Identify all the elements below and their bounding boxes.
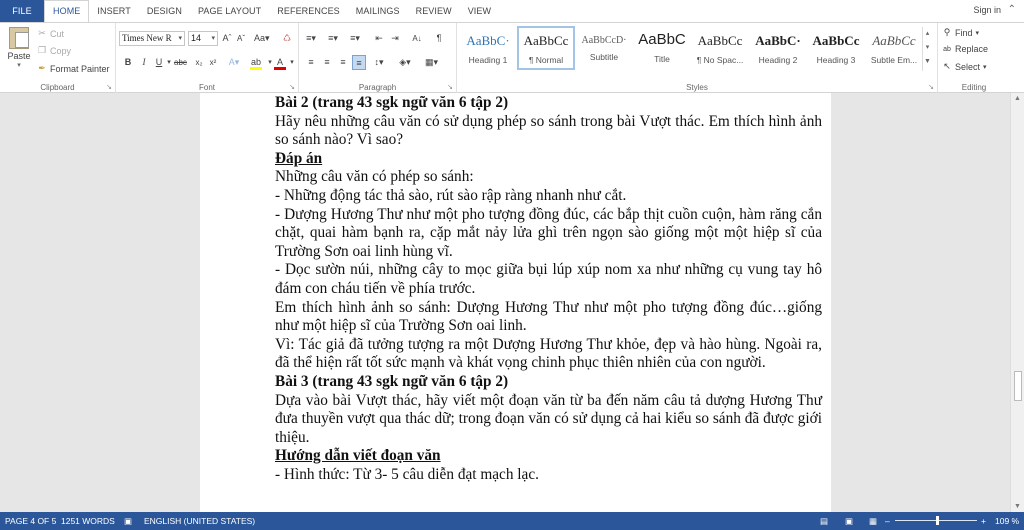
subscript-icon[interactable]: x₂ [195,58,203,67]
document-content[interactable] [275,94,822,484]
scroll-down-icon[interactable]: ▼ [1014,503,1021,510]
style-subtle-emphasis[interactable] [865,26,923,70]
strikethrough-icon[interactable]: abc [174,58,187,67]
font-name-combo[interactable] [119,31,185,46]
editing-group [938,23,1010,93]
align-right-icon[interactable]: ≡ [340,57,346,67]
style-sample: AaBbCc [697,33,743,48]
chevron-down-icon: ▾ [178,35,182,42]
align-left-icon[interactable]: ≡ [308,57,314,67]
paintbrush-icon: ✒ [38,63,46,73]
list-item: - Những động tác thả sào, rút sào rập ràng nhanh như cắt. [275,186,627,204]
decrease-indent-icon[interactable]: ⇤ [375,33,383,43]
select-button[interactable] [942,61,987,72]
print-layout-icon[interactable]: ▣ [845,516,854,526]
sort-icon[interactable]: A↓ [412,34,422,43]
document-area[interactable] [0,93,1010,512]
style-sample: AaBbCc [812,33,860,48]
underline-icon[interactable]: U [155,57,163,67]
paragraph: Vì: Tác giả đã tưởng tượng ra một Dượng Hương Thư khỏe, đẹp và hào hùng. Ngoài ra, đã thể hiện rất tốt sức mạnh và khát vọng chinh phục thiên nhiên của con người. [275,335,822,372]
highlight-dropdown-icon[interactable]: ▾ [268,59,272,66]
chevron-down-icon: ▾ [983,63,987,71]
ribbon [0,22,1024,93]
change-case-icon[interactable]: Aa▾ [254,33,270,43]
tab-file[interactable]: FILE [0,0,44,22]
copy-icon: ❐ [37,45,47,55]
replace-label: Replace [955,44,989,54]
clipboard-launcher-icon[interactable]: ↘ [106,84,112,91]
tab-design[interactable]: DESIGN [146,6,182,16]
font-group-label: Font [198,83,215,92]
find-label: Find [955,27,973,38]
styles-gallery [459,26,921,72]
show-marks-icon[interactable]: ¶ [436,33,442,43]
heading-bai-3: Bài 3 (trang 43 sgk ngữ văn 6 tập 2) [275,372,509,390]
collapse-ribbon-icon[interactable]: ⌃ [1007,4,1016,15]
style-subtitle[interactable] [575,26,633,70]
zoom-out-icon[interactable]: – [885,516,890,526]
scroll-thumb[interactable] [1014,371,1022,401]
style-sample: AaBbCcD· [581,35,627,46]
style-sample: AaBbC· [466,33,510,48]
tab-review[interactable]: REVIEW [415,6,452,16]
tab-references[interactable]: REFERENCES [277,6,340,16]
borders-icon[interactable]: ▦▾ [425,57,439,67]
vertical-scrollbar[interactable] [1010,93,1024,512]
chevron-up-icon[interactable]: ▴ [925,30,930,37]
replace-button[interactable] [942,44,988,54]
paragraph: Hãy nêu những câu văn có sử dụng phép so sánh trong bài Vượt thác. Em thích hình ảnh so sánh nào? Vì sao? [275,112,822,149]
style-name: Heading 2 [758,55,798,65]
style-heading-1[interactable] [459,26,517,70]
word-count[interactable]: 1251 WORDS [61,516,115,526]
tab-home[interactable]: HOME [44,0,89,23]
style-sample: AaBbCc [523,33,569,48]
numbering-icon[interactable]: ≡▾ [328,33,338,43]
style-name: ¶ Normal [528,55,564,65]
bullets-icon[interactable]: ≡▾ [306,33,316,43]
align-center-icon[interactable]: ≡ [324,57,330,67]
paste-dropdown-icon[interactable]: ▾ [17,62,21,69]
style-title[interactable] [633,26,691,70]
grow-font-icon[interactable]: Aˆ [222,33,232,43]
read-mode-icon[interactable]: ▤ [820,516,829,526]
format-painter-button[interactable] [37,63,110,74]
sign-in-link[interactable]: Sign in [973,5,1001,15]
document-page[interactable] [200,93,831,512]
copy-button[interactable] [37,45,71,56]
style-heading-2[interactable] [749,26,807,70]
paragraph-launcher-icon[interactable]: ↘ [447,84,453,91]
highlight-color-icon[interactable]: ab [250,55,262,70]
font-launcher-icon[interactable]: ↘ [289,84,295,91]
paste-label: Paste [7,51,31,61]
paragraph: Em thích hình ảnh so sánh: Dượng Hương Thư như một pho tượng đồng đúc…giống như một hiệp sĩ của Trường Sơn oai linh. [275,298,822,335]
heading-dap-an: Đáp án [275,149,323,167]
zoom-level[interactable]: 109 % [995,516,1020,526]
shrink-font-icon[interactable]: Aˇ [237,34,245,43]
find-button[interactable] [942,27,979,38]
zoom-in-icon[interactable]: + [981,516,986,526]
heading-huong-dan: Hướng dẫn viết đoạn văn [275,447,441,465]
clipboard-group-label: Clipboard [40,83,75,92]
cursor-icon: ↖ [943,61,951,71]
paragraph: Dựa vào bài Vượt thác, hãy viết một đoạn văn từ ba đến năm câu tả dượng Hương Thư đưa thuyền vượt qua thác dữ; trong đoạn văn có sử dụng cả hai kiểu so sánh đã được giới thiệu. [275,391,822,446]
chevron-down-icon[interactable]: ▾ [925,44,930,51]
text-effects-icon[interactable]: A▾ [228,57,240,67]
style-normal[interactable] [517,26,575,70]
font-color-dropdown-icon[interactable]: ▾ [290,59,294,66]
font-color-icon[interactable]: A [274,55,286,70]
scissors-icon: ✂ [38,28,46,38]
style-name: Title [654,54,670,64]
increase-indent-icon[interactable]: ⇥ [391,33,399,43]
heading-bai-2: Bài 2 (trang 43 sgk ngữ văn 6 tập 2) [275,94,509,111]
list-item: - Dượng Hương Thư như một pho tượng đồng đúc, các bắp thịt cuồn cuộn, hàm răng cắn chặt, quai hàm bạnh ra, cặp mắt nảy lửa ghì trên ngọn sào giống một một hiệp sĩ của Trường Sơn oai linh hùng vĩ. [275,205,822,260]
style-no-spacing[interactable] [691,26,749,70]
style-sample: AaBbC· [755,33,801,48]
copy-label: Copy [50,45,72,56]
proofing-icon[interactable]: ▣ [124,516,133,526]
clipboard-group [0,23,116,93]
web-layout-icon[interactable]: ▦ [869,516,878,526]
list-item: - Dọc sườn núi, những cây to mọc giữa bụi lúp xúp nom xa như những cụ vung tay hô đám con cháu tiến về phía trước. [275,261,822,297]
cut-label: Cut [50,28,65,39]
style-sample: AaBbC [638,31,686,48]
scroll-up-icon[interactable]: ▲ [1014,95,1021,102]
list-item: - Hình thức: Từ 3- 5 câu diễn đạt mạch lạc. [275,465,539,483]
styles-group-label: Styles [686,83,708,92]
replace-icon: ab [943,45,951,53]
status-bar [0,512,1024,530]
italic-icon[interactable]: I [142,57,146,67]
language-status[interactable]: ENGLISH (UNITED STATES) [144,516,256,526]
tab-view[interactable]: VIEW [467,6,492,16]
multilevel-list-icon[interactable]: ≡▾ [350,33,360,43]
superscript-icon[interactable]: x² [209,58,217,67]
shading-icon[interactable]: ◈▾ [399,57,411,67]
tab-page-layout[interactable]: PAGE LAYOUT [197,6,262,16]
editing-group-label: Editing [961,83,987,92]
style-heading-3[interactable] [807,26,865,70]
line-spacing-icon[interactable]: ↕▾ [374,57,384,67]
page-count[interactable]: PAGE 4 OF 5 [5,516,57,526]
style-name: Subtitle [589,52,619,62]
clear-formatting-icon[interactable]: ♺ [282,33,292,43]
font-group [116,23,299,93]
styles-gallery-scroll[interactable] [922,27,932,71]
styles-launcher-icon[interactable]: ↘ [928,84,934,91]
ribbon-tabs [0,0,1024,22]
bold-icon[interactable]: B [124,57,132,67]
font-name-value: Times New R [122,33,172,43]
paragraph-group [299,23,457,93]
paste-button[interactable] [5,27,33,69]
tab-insert[interactable]: INSERT [97,6,131,16]
font-size-combo[interactable] [188,31,218,46]
cut-button[interactable] [37,28,64,39]
style-name: ¶ No Spac... [696,55,744,65]
style-name: Heading 3 [816,55,856,65]
format-painter-label: Format Painter [50,63,110,74]
style-sample: AaBbCc [872,33,916,48]
chevron-down-icon: ▾ [211,35,215,42]
more-styles-icon[interactable]: ▼ [924,58,931,65]
style-name: Subtle Em... [870,55,918,65]
search-icon: ⚲ [943,27,951,37]
chevron-down-icon: ▾ [975,29,980,37]
paragraph-group-label: Paragraph [358,83,397,92]
font-size-value: 14 [191,33,202,43]
paste-icon [9,27,29,49]
tab-mailings[interactable]: MAILINGS [355,6,400,16]
select-label: Select [955,61,981,72]
justify-icon[interactable]: ≡ [352,55,366,70]
paragraph: Những câu văn có phép so sánh: [275,168,474,186]
style-name: Heading 1 [468,55,508,65]
zoom-slider-thumb[interactable] [936,516,939,525]
underline-dropdown-icon[interactable]: ▾ [167,59,171,66]
